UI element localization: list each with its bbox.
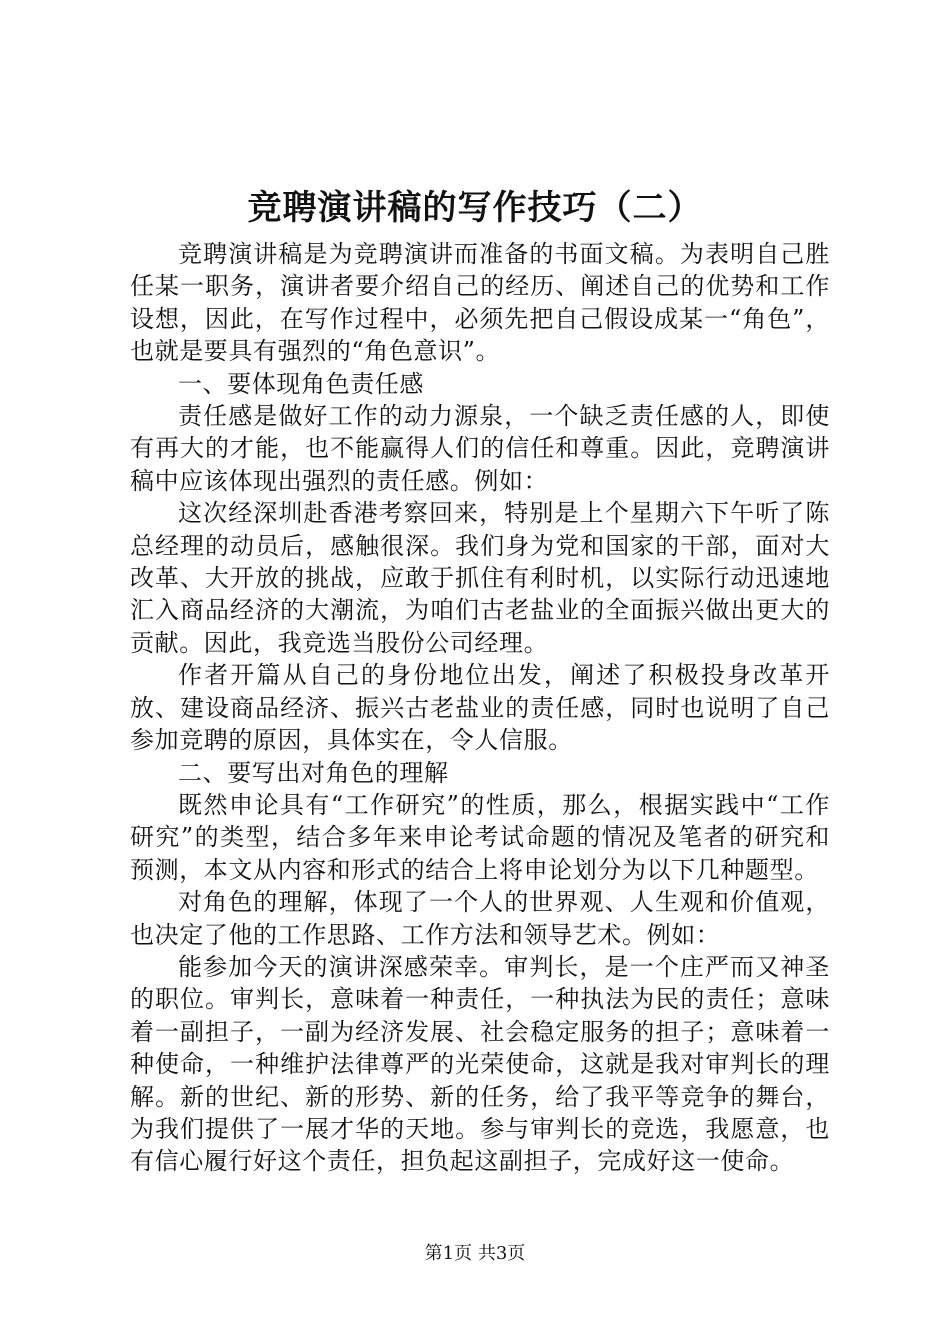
paragraph-example-2: 能参加今天的演讲深感荣幸。审判长，是一个庄严而又神圣的职位。审判长，意味着一种责任，一种执法为民的责任；意味着一副担子，一副为经济发展、社会稳定服务的担子；意味着一种使命，一种维护法律尊严的光荣使命，这就是我对审判长的理解。新的世纪、新的形势、新的任务，给了我平等竞争的舞台，为我们提供了一展才华的天地。参与审判长的竞选，我愿意，也有信心履行好这个责任，担负起这副担子，完成好这一使命。 xyxy=(130,952,830,1176)
paragraph-responsibility: 责任感是做好工作的动力源泉，一个缺乏责任感的人，即使有再大的才能，也不能赢得人们的信任和尊重。因此，竞聘演讲稿中应该体现出强烈的责任感。例如： xyxy=(130,402,830,495)
paragraph-analysis-1: 作者开篇从自己的身份地位出发，阐述了积极投身改革开放、建设商品经济、振兴古老盐业的责任感，同时也说明了自己参加竞聘的原因，具体实在，令人信服。 xyxy=(130,661,830,755)
document-body xyxy=(130,238,830,1178)
document-title: 竞聘演讲稿的写作技巧（二） xyxy=(247,188,703,228)
paragraph-example-1: 这次经深圳赴香港考察回来，特别是上个星期六下午听了陈总经理的动员后，感触很深。我们身为党和国家的干部，面对大改革、大开放的挑战，应敢于抓住有利时机，以实际行动迅速地汇入商品经济的大潮流，为咱们古老盐业的全面振兴做出更大的贡献。因此，我竞选当股份公司经理。 xyxy=(130,499,830,657)
paragraph-intro: 竞聘演讲稿是为竞聘演讲而准备的书面文稿。为表明自己胜任某一职务，演讲者要介绍自己的经历、阐述自己的优势和工作设想，因此，在写作过程中，必须先把自己假设成某一“角色”，也就是要具有强烈的“角色意识”。 xyxy=(130,240,830,366)
paragraph-work-research: 既然申论具有“工作研究”的性质，那么，根据实践中“工作研究”的类型，结合多年来申论考试命题的情况及笔者的研究和预测，本文从内容和形式的结合上将申论划分为以下几种题型。 xyxy=(130,790,830,884)
page-number-footer: 第1页 共3页 xyxy=(424,1243,526,1264)
section-heading-1: 一、要体现角色责任感 xyxy=(178,369,424,398)
paragraph-role-understanding: 对角色的理解，体现了一个人的世界观、人生观和价值观，也决定了他的工作思路、工作方法和领导艺术。例如： xyxy=(130,888,830,949)
section-heading-2: 二、要写出对角色的理解 xyxy=(178,758,449,787)
